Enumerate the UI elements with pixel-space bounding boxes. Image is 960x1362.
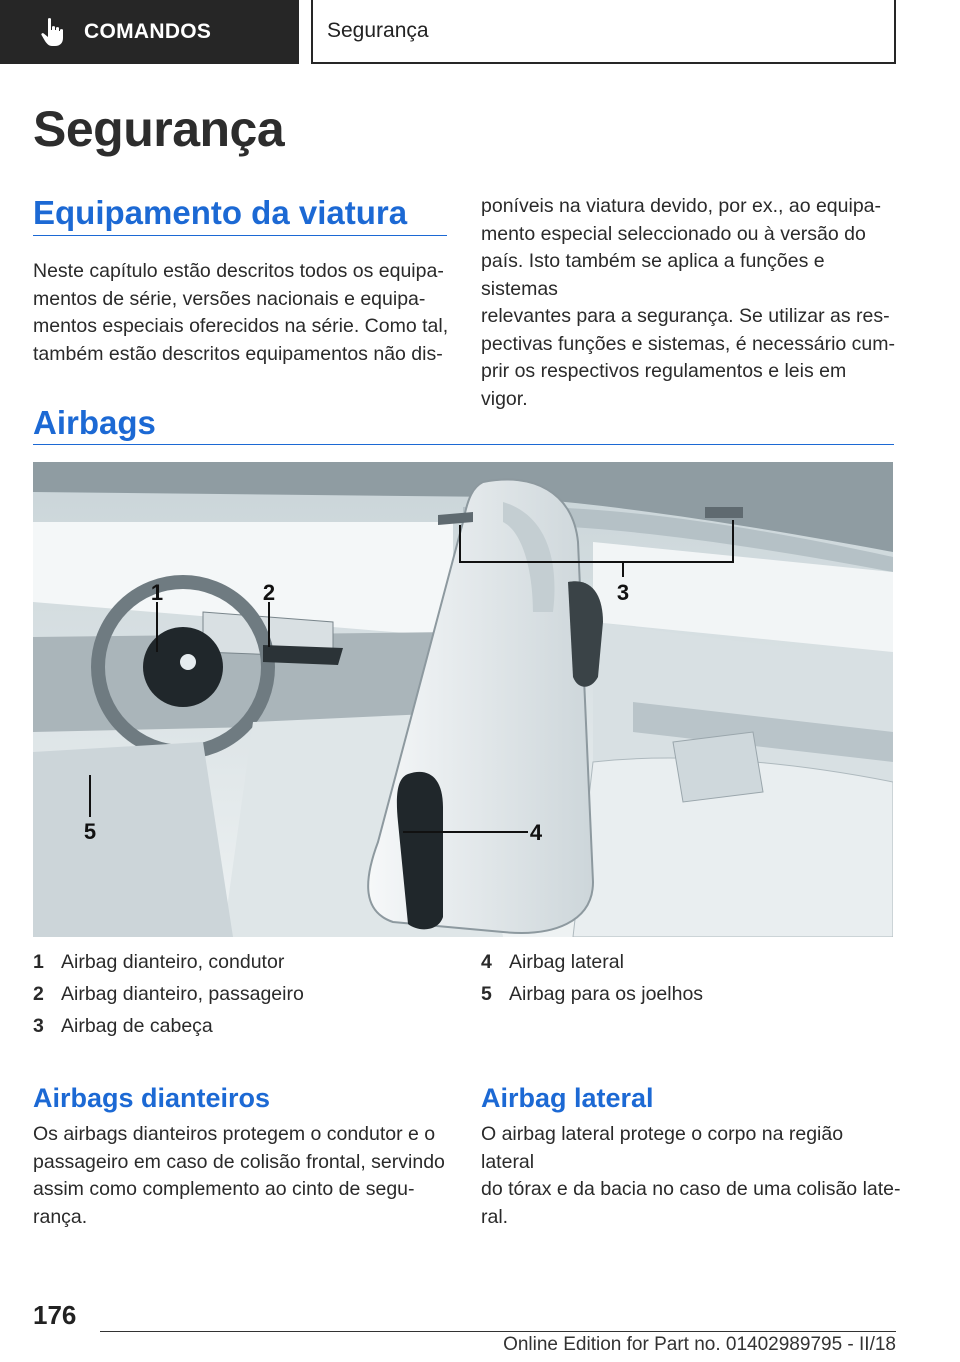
legend-number: 3 <box>33 1014 44 1037</box>
callout-2: 2 <box>262 580 276 605</box>
legend-label: Airbag lateral <box>509 950 624 973</box>
legend-number: 4 <box>481 950 492 973</box>
airbags-rule <box>33 444 894 445</box>
hand-pointer-icon <box>40 17 66 47</box>
text-line: mentos especiais oferecidos na série. Como tal, <box>33 315 449 337</box>
text-line: passageiro em caso de colisão frontal, servindo <box>33 1150 445 1173</box>
legend-label: Airbag para os joelhos <box>509 982 704 1005</box>
legend-item <box>33 946 304 978</box>
text-line: prir os respectivos regulamentos e leis em vigor. <box>481 360 847 410</box>
callout-5: 5 <box>83 819 97 844</box>
text-line: relevantes para a segurança. Se utilizar as res- <box>481 305 890 327</box>
car-interior-illustration <box>33 462 893 937</box>
text-line: rança. <box>33 1205 88 1228</box>
page-number: 176 <box>33 1300 77 1330</box>
text-line: Os airbags dianteiros protegem o condutor e o <box>33 1123 436 1145</box>
legend-number: 5 <box>481 982 492 1005</box>
legend-label: Airbag de cabeça <box>61 1014 213 1037</box>
legend-item <box>481 946 703 978</box>
text-line: O airbag lateral protege o corpo na região lateral <box>481 1123 844 1173</box>
callout-3: 3 <box>616 580 630 605</box>
text-line: Neste capítulo estão descritos todos os equipa- <box>33 260 444 282</box>
legend-label: Airbag dianteiro, passageiro <box>61 982 304 1005</box>
text-line: também estão descritos equipamentos não dis- <box>33 342 443 365</box>
legend-right <box>481 946 703 1010</box>
tab-section-label: Segurança <box>327 19 429 42</box>
callout-4: 4 <box>529 820 543 845</box>
text-line: mento especial seleccionado ou à versão do <box>481 222 866 245</box>
text-line: país. Isto também se aplica a funções e sistemas <box>481 250 825 300</box>
tab-section[interactable] <box>311 0 896 64</box>
tab-commands-label: COMANDOS <box>84 20 212 43</box>
text-line: pectivas funções e sistemas, é necessário cum- <box>481 332 896 355</box>
legend-left <box>33 946 304 1042</box>
text-line: ral. <box>481 1205 509 1228</box>
equipment-text-col1 <box>33 258 453 368</box>
equipment-text-col2 <box>481 193 896 413</box>
legend-number: 2 <box>33 982 44 1005</box>
airbags-heading: Airbags <box>33 404 156 441</box>
side-airbag-text <box>481 1121 901 1231</box>
airbag-diagram <box>33 462 893 937</box>
front-airbags-heading: Airbags dianteiros <box>33 1083 271 1113</box>
equipment-rule <box>33 235 447 236</box>
text-line: mentos de série, versões nacionais e equipa- <box>33 287 426 310</box>
legend-label: Airbag dianteiro, condutor <box>61 950 285 973</box>
legend-item <box>481 978 703 1010</box>
text-line: poníveis na viatura devido, por ex., ao equipa- <box>481 195 882 217</box>
side-airbag-heading: Airbag lateral <box>481 1083 654 1113</box>
edition-text: Online Edition for Part no. 01402989795 - II/18 <box>503 1334 896 1355</box>
legend-item <box>33 1010 304 1042</box>
text-line: do tórax e da bacia no caso de uma colisão late- <box>481 1178 901 1200</box>
text-line: assim como complemento ao cinto de segu- <box>33 1178 415 1200</box>
page-title: Segurança <box>33 101 285 157</box>
equipment-heading: Equipamento da viatura <box>33 194 408 231</box>
callout-1: 1 <box>150 580 164 605</box>
front-airbags-text <box>33 1121 463 1231</box>
tab-commands[interactable] <box>0 0 299 64</box>
footer-rule <box>100 1331 896 1332</box>
legend-number: 1 <box>33 950 44 973</box>
legend-item <box>33 978 304 1010</box>
